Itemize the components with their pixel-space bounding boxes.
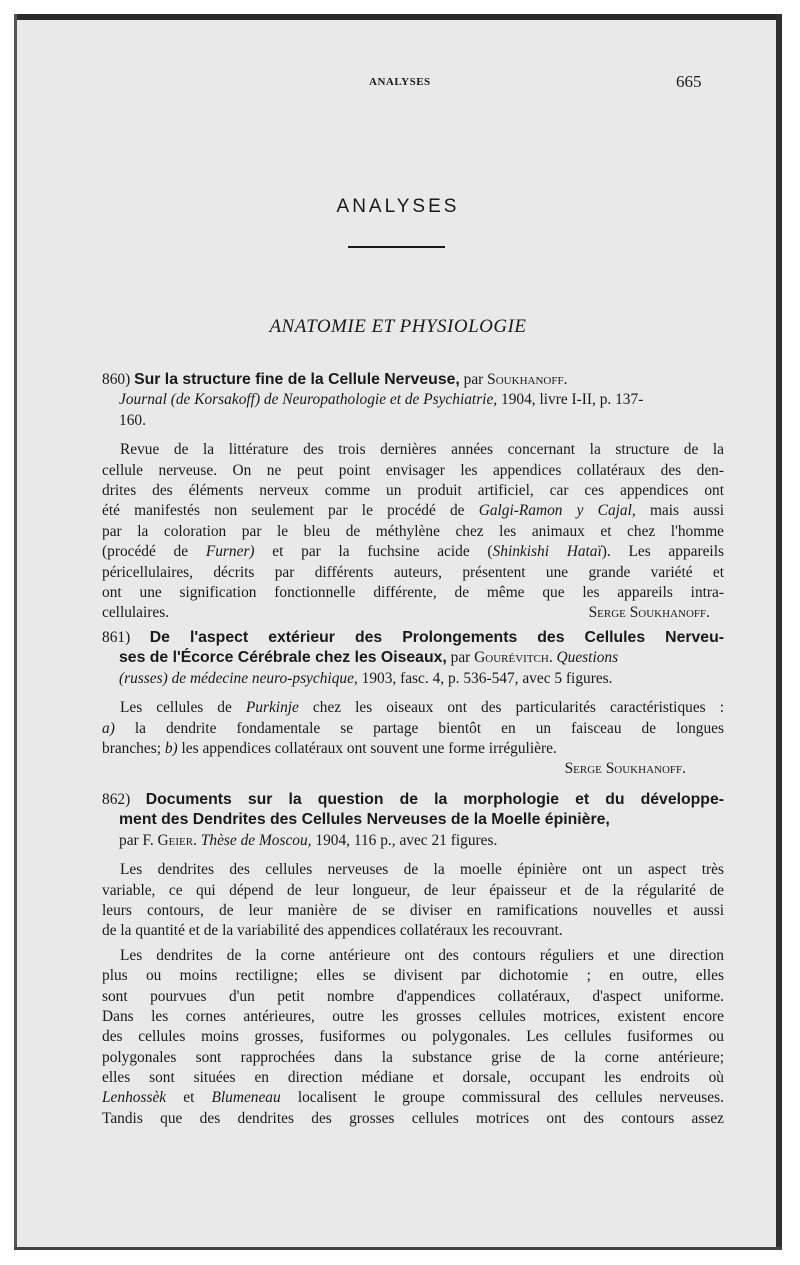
body-line: polygonales sont rapprochées dans la substance grise de la corne antérieure;: [102, 1048, 724, 1066]
par-word: par: [463, 371, 484, 388]
entry-title: De l'aspect extérieur des Prolongements des Cellules Nerveu-: [149, 629, 724, 646]
cited-name: Shinkishi Hataï: [492, 543, 602, 561]
body-line: de la quantité et de la variabilité des appendices collatéraux les recouvrant.: [102, 922, 563, 940]
entry-author: F. Geier.: [142, 831, 197, 849]
journal-title: Questions: [556, 649, 619, 667]
body-line: elles sont situées en direction médiane et dorsale, occupant les endroits où: [102, 1069, 724, 1087]
cited-name: Lenhossèk: [102, 1089, 167, 1107]
entry-number: 860): [102, 371, 131, 388]
body-line: Revue de la littérature des trois dernières années concernant la structure de la: [120, 441, 724, 459]
body-line: branches; b) les appendices collatéraux ont souvent une forme irrégulière.: [102, 739, 557, 757]
cited-name: Galgi-Ramon y Cajal,: [478, 502, 636, 520]
journal-title: Journal (de Korsakoff) de Neuropathologie et de Psychiatrie,: [119, 391, 498, 409]
body-line: variable, ce qui dépend de leur longueur, de leur épaisseur et de la régularité de: [102, 881, 724, 899]
body-line: leurs contours, de leur manière de se diviser en ramifications nouvelles et aussi: [102, 901, 724, 919]
par-word: par: [119, 831, 139, 849]
body-line: péricellulaires, décrits par différents auteurs, présentent une grande variété et: [102, 563, 724, 581]
entry-author: Gourévitch.: [474, 649, 553, 667]
section-title: ANALYSES: [336, 196, 460, 217]
reviewer-signature: Serge Soukhanoff.: [588, 604, 710, 622]
scan-border-top: [14, 14, 782, 20]
body-line: (procédé de Furner) et par la fuchsine acide (Shinkishi Hataï). Les appareils: [102, 543, 724, 561]
running-title: ANALYSES: [369, 76, 431, 88]
cited-name: Furner): [205, 543, 255, 561]
body-line: sont pourvues d'un petit nombre d'appendices collatéraux, d'aspect uniforme.: [102, 987, 724, 1005]
entry-862-heading: [102, 790, 724, 810]
page-number: 665: [676, 72, 702, 91]
entry-title-cont: ment des Dendrites des Cellules Nerveuses de la Moelle épinière,: [119, 811, 610, 829]
entry-number: 862): [102, 791, 131, 808]
body-line: Dans les cornes antérieures, outre les grosses cellules motrices, existent encore: [102, 1007, 724, 1025]
body-line: Lenhossèk et Blumeneau localisent le groupe commissural des cellules nerveuses.: [102, 1089, 724, 1107]
citation-details-cont: 160.: [119, 411, 146, 429]
body-line: Tandis que des dendrites des grosses cellules motrices ont des contours assez: [102, 1109, 724, 1127]
body-line: Les dendrites de la corne antérieure ont des contours réguliers et une direction: [120, 946, 724, 964]
par-word: par: [450, 649, 471, 667]
entry-862-heading-cont: [102, 810, 724, 830]
body-line: ont une signification fonctionnelle différente, de même que les appareils intra-: [102, 583, 724, 601]
body-line: Les cellules de Purkinje chez les oiseaux ont des particularités caractéristiques :: [120, 699, 724, 717]
cited-name: Blumeneau: [211, 1089, 281, 1107]
entry-title: Sur la structure fine de la Cellule Nerveuse,: [134, 371, 460, 388]
entry-860-citation: [102, 390, 724, 410]
body-line: a) la dendrite fondamentale se partage bientôt en un faisceau de longues: [102, 719, 724, 737]
entry-862-citation: [102, 831, 724, 851]
citation-details: 1904, livre I-II, p. 137-: [501, 391, 644, 409]
entry-860-heading: [102, 370, 724, 390]
entry-861-citation: [102, 669, 724, 689]
title-rule: [348, 246, 445, 248]
body-line: été manifestés non seulement par le procédé de Galgi-Ramon y Cajal, mais aussi: [102, 502, 724, 520]
body-line: Les dendrites des cellules nerveuses de la moelle épinière ont un aspect très: [120, 861, 724, 879]
entry-862: [102, 790, 724, 1129]
reviewer-signature: Serge Soukhanoff.: [564, 760, 686, 778]
journal-title-cont: (russes) de médecine neuro-psychique,: [119, 669, 358, 687]
scanned-page: [14, 14, 782, 1250]
entry-861: [102, 628, 724, 780]
body-line: plus ou moins rectiligne; elles se divisent par dichotomie ; en outre, elles: [102, 967, 724, 985]
body-line: cellule nerveuse. On ne peut point envisager les appendices collatéraux des den-: [102, 461, 724, 479]
body-last-line: cellulaires. Serge Soukhanoff.: [102, 603, 724, 623]
entry-title: Documents sur la question de la morphologie et du développe-: [145, 791, 724, 808]
citation-details: 1904, 116 p., avec 21 figures.: [315, 831, 498, 849]
entry-author: Soukhanoff.: [487, 371, 568, 388]
cited-name: Purkinje: [245, 699, 299, 717]
citation-details: 1903, fasc. 4, p. 536-547, avec 5 figures.: [361, 669, 613, 687]
entry-860: [102, 370, 724, 624]
entry-861-heading-cont: [102, 648, 724, 668]
subject-heading: ANATOMIE ET PHYSIOLOGIE: [269, 316, 527, 337]
entry-number: 861): [102, 629, 131, 646]
thesis-title: Thèse de Moscou,: [200, 831, 312, 849]
entry-861-heading: [102, 628, 724, 648]
body-line: par la coloration par le bleu de méthylène chez les animaux et chez l'homme: [102, 522, 724, 540]
body-line: drites des éléments nerveux comme un produit artificiel, car ces appendices ont: [102, 481, 724, 499]
body-line: des cellules moins grosses, fusiformes ou polygonales. Les cellules fusiformes ou: [102, 1028, 724, 1046]
scan-border-bottom: [14, 1247, 782, 1250]
entry-title-cont: ses de l'Écorce Cérébrale chez les Oiseaux,: [119, 649, 447, 667]
